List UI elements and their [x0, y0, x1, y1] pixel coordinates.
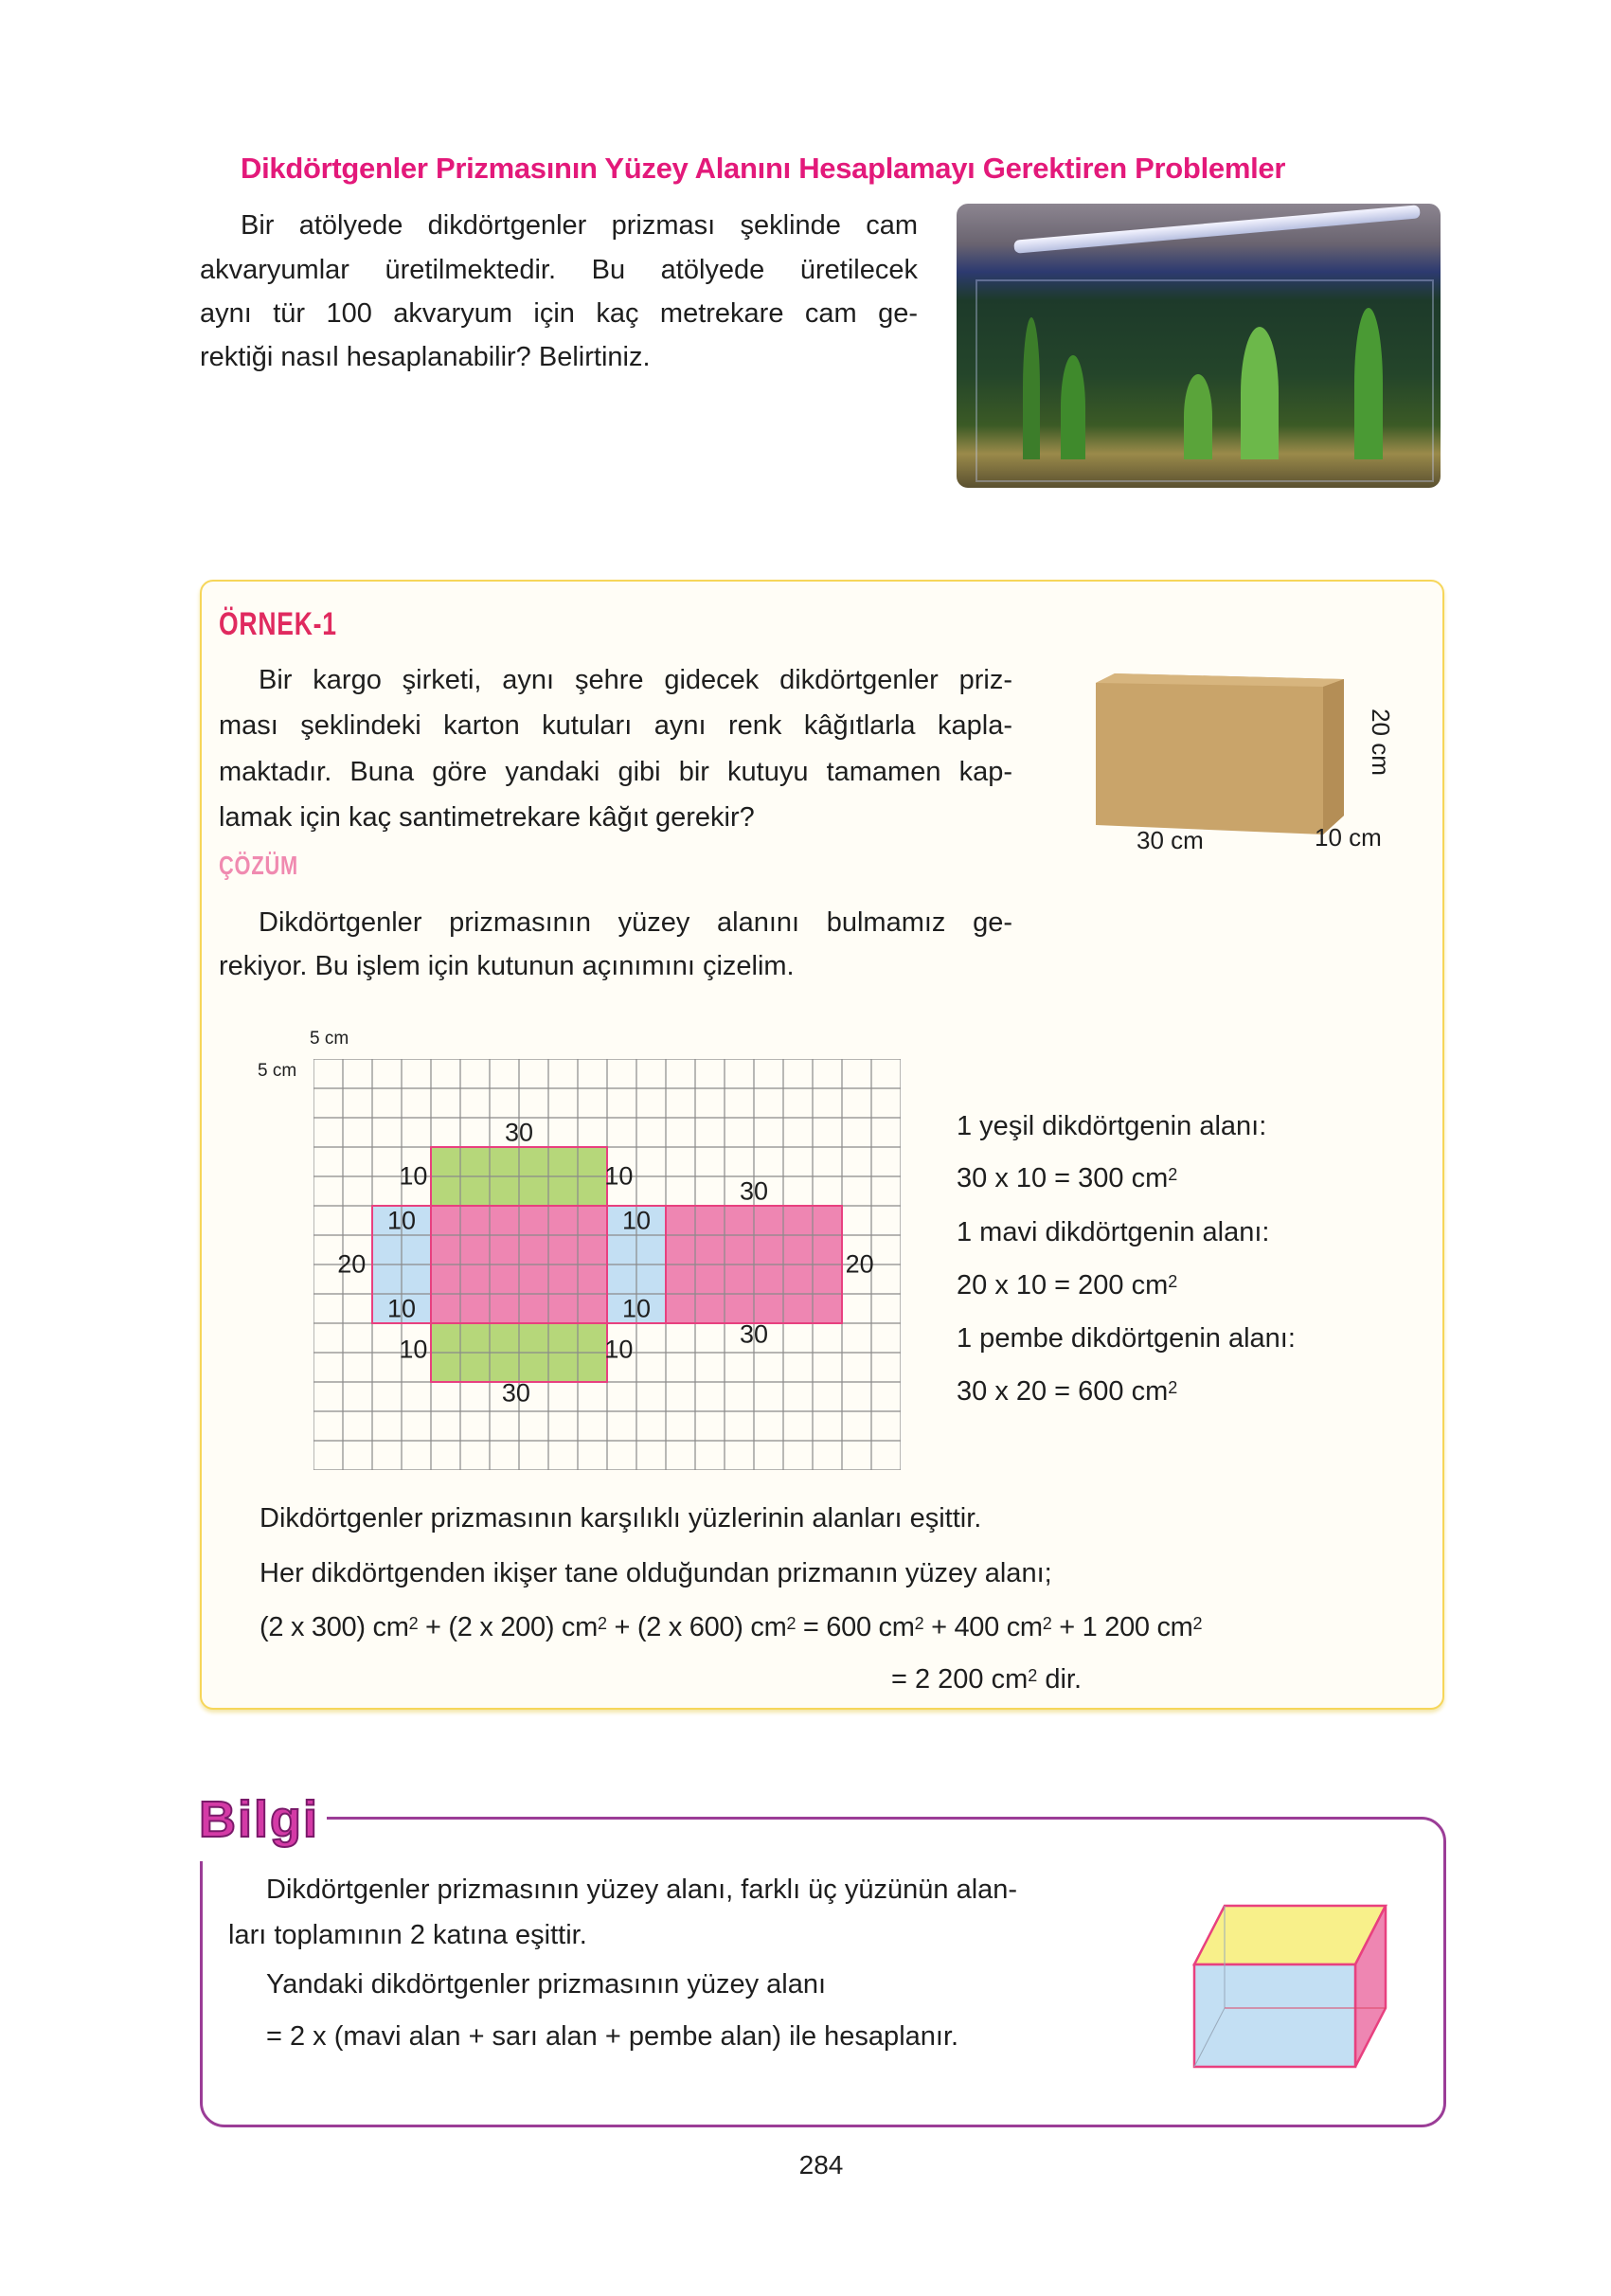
- conclusion-line: Dikdörtgenler prizmasının karşılıklı yüzlerinin alanları eşittir.: [260, 1503, 982, 1534]
- pink-area-label: 1 pembe dikdörtgenin alanı:: [957, 1323, 1296, 1354]
- colored-prism-diagram: [1191, 1902, 1390, 2069]
- info-line: Dikdörtgenler prizmasının yüzey alanı, farklı üç yüzünün alan-: [266, 1874, 1018, 1905]
- green-area-calc: 30 x 10 = 300 $cm^2$: [957, 1163, 1178, 1193]
- page-number: 284: [798, 2150, 844, 2179]
- net-dimension-label: 10: [604, 1335, 634, 1364]
- info-line: = 2 x (mavi alan + sarı alan + pembe alan) ile hesaplanır.: [266, 2021, 959, 2052]
- blue-area-label: 1 mavi dikdörtgenin alanı:: [957, 1217, 1270, 1247]
- net-dimension-label: 30: [501, 1378, 530, 1408]
- blue-area-calc: 20 x 10 = 200 $cm^2$: [957, 1270, 1178, 1300]
- solution-line: rekiyor. Bu işlem için kutunun açınımını çizelim.: [219, 951, 795, 981]
- cell-height-label: 5 cm: [258, 1061, 297, 1081]
- intro-line: rektiği nasıl hesaplanabilir? Belirtiniz.: [200, 342, 651, 372]
- net-dimension-label: 20: [845, 1249, 874, 1279]
- box-net-grid: [313, 1059, 901, 1470]
- cell-width-label: 5 cm: [310, 1029, 349, 1049]
- info-line: ları toplamının 2 katına eşittir.: [228, 1920, 587, 1950]
- net-dimension-label: 30: [739, 1176, 769, 1205]
- net-dimension-label: 30: [504, 1118, 534, 1146]
- problem-line: Bir kargo şirketi, aynı şehre gidecek dikdörtgenler priz-: [259, 665, 1012, 695]
- intro-line: aynı tür 100 akvaryum için kaç metrekare cam ge-: [200, 298, 918, 329]
- conclusion-line: Her dikdörtgenden ikişer tane olduğundan prizmanın yüzey alanı;: [260, 1558, 1052, 1588]
- intro-line: Bir atölyede dikdörtgenler prizması şeklinde cam: [241, 210, 918, 241]
- box-length-label: 30 cm: [1137, 826, 1204, 854]
- solution-line: Dikdörtgenler prizmasının yüzey alanını bulmamız ge-: [259, 907, 1012, 938]
- net-dimension-label: 10: [399, 1161, 428, 1191]
- problem-line: lamak için kaç santimetrekare kâğıt gerekir?: [219, 802, 755, 833]
- intro-line: akvaryumlar üretilmektedir. Bu atölyede üretilecek: [200, 255, 918, 285]
- net-dimension-label: 10: [386, 1294, 417, 1322]
- cardboard-box-image: [1096, 673, 1344, 834]
- net-dimension-label: 10: [621, 1294, 652, 1322]
- info-line: Yandaki dikdörtgenler prizmasının yüzey alanı: [266, 1969, 827, 2000]
- net-dimension-label: 10: [399, 1335, 428, 1364]
- aquarium-photo: [957, 204, 1441, 488]
- problem-line: maktadır. Buna göre yandaki gibi bir kutuyu tamamen kap-: [219, 757, 1012, 787]
- surface-area-formula: (2 x 300) $cm^2 + (2$ x 200) $cm^2 + (2$ x 600) $cm^2 = 600$ $cm^2 + 400$ $cm^2 + 1$ 200 $cm^2$: [260, 1612, 1203, 1642]
- pink-area-calc: 30 x 20 = 600 $cm^2$: [957, 1376, 1178, 1407]
- net-dimension-label: 30: [739, 1319, 769, 1349]
- surface-area-result: = 2 200 $cm^2$ dir.: [891, 1664, 1083, 1695]
- section-title: Dikdörtgenler Prizmasının Yüzey Alanını Hesaplamayı Gerektiren Problemler: [241, 152, 1286, 185]
- info-label: Bilgi: [199, 1791, 319, 1848]
- green-area-label: 1 yeşil dikdörtgenin alanı:: [957, 1111, 1267, 1141]
- solution-label: ÇÖZÜM: [219, 851, 298, 880]
- example-label: ÖRNEK-1: [219, 606, 337, 642]
- net-dimension-label: 10: [621, 1206, 652, 1234]
- box-width-label: 10 cm: [1315, 823, 1382, 852]
- net-dimension-label: 20: [337, 1249, 367, 1279]
- box-height-label: 20 cm: [1366, 709, 1395, 776]
- net-dimension-label: 10: [386, 1206, 417, 1234]
- net-dimension-label: 10: [604, 1161, 634, 1191]
- problem-line: ması şeklindeki karton kutuları aynı renk kâğıtlarla kapla-: [219, 710, 1012, 741]
